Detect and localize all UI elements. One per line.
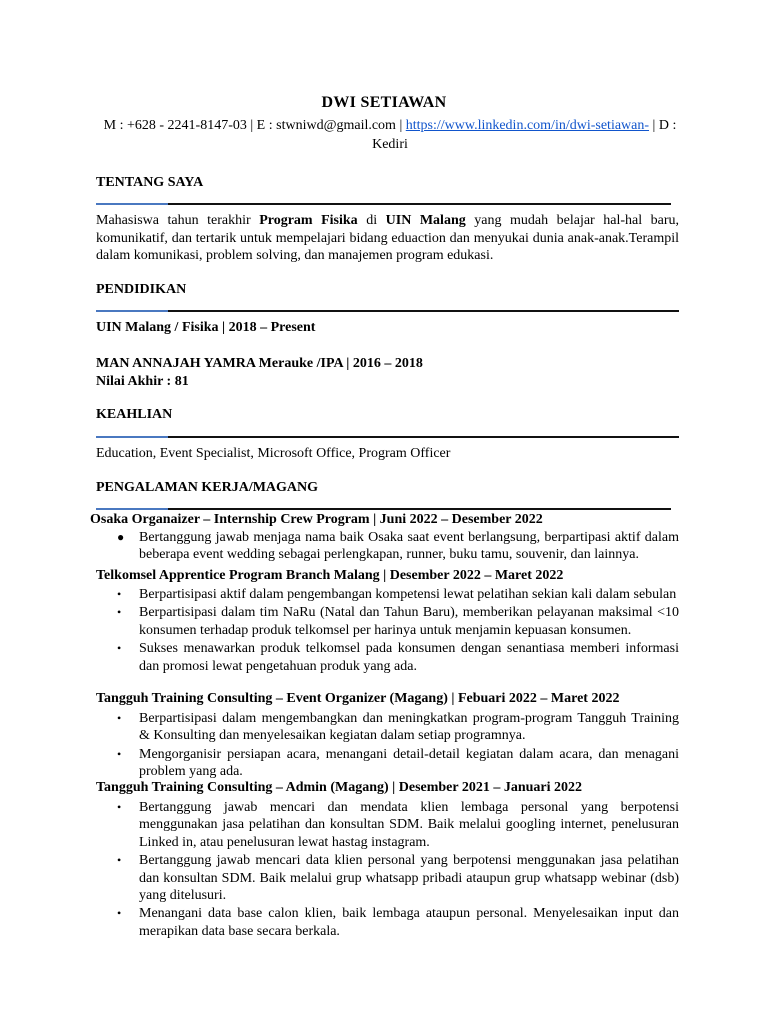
linkedin-link[interactable]: https://www.linkedin.com/in/dwi-setiawan- [405,118,650,133]
education-item-grade: Nilai Akhir : 81 [96,374,189,389]
list-item: • Berpartisipasi dalam tim NaRu (Natal dan Tahun Baru), memberikan pelayanan maksimal <10 konsumen terhadap produk telkomsel per harinya untuk menjamin kepuasan konsumen. [117,605,679,638]
skills-list: Education, Event Specialist, Microsoft Office, Program Officer [96,446,451,461]
list-item: • Bertanggung jawab mencari data klien personal yang berpotensi menggunakan jasa pelatihan dan konsultan SDM. Baik melalui grup whatsapp pribadi ataupun grup whatsapp webinar (dsb) yang ditelusuri. [117,853,679,904]
bullet-dot-icon: ● [117,530,125,544]
about-university: UIN Malang [385,213,466,228]
contact-phone-email: M : +628 - 2241-8147-03 | E : stwniwd@gmail.com | [103,118,406,133]
section-title-about: TENTANG SAYA [96,175,204,190]
list-item: • Bertanggung jawab mencari dan mendata klien lembaga personal yang berpotensi menggunakan jasa pelatihan dan konsultan SDM. Baik melalui googling internet, penelusuran Linked in, atau penelusuran lewat hastag instagram. [117,800,679,850]
education-item-school: MAN ANNAJAH YAMRA Merauke /IPA | 2016 – 2018 [96,356,423,371]
about-paragraph: Mahasiswa tahun terakhir Program Fisika di UIN Malang yang mudah belajar hal-hal baru, komunikatif, dan tertarik untuk mempelajari bidang eduaction dan menyukai dunia anak-anak.Terampil dalam komunikasi, problem solving, dan manajemen program edukasi. [96,213,680,263]
section-title-skills: KEAHLIAN [96,407,173,422]
education-item-university: UIN Malang / Fisika | 2018 – Present [96,320,316,335]
section-divider-skills [96,436,679,438]
bullet-dot-icon: • [117,641,122,656]
list-item: • Mengorganisir persiapan acara, menangani detail-detail kegiatan dalam acara, dan menagani problem yang ada. [117,746,679,780]
section-divider-experience [96,508,671,510]
section-title-education: PENDIDIKAN [96,282,187,297]
bullet-dot-icon: • [117,853,122,868]
contact-line [96,116,684,154]
bullet-dot-icon: • [117,800,122,814]
bullet-dot-icon: • [117,587,122,601]
candidate-name: DWI SETIAWAN [321,94,447,111]
bullet-dot-icon: • [117,605,122,620]
list-item: • Berpartisipasi dalam mengembangkan dan meningkatkan program-program Tangguh Training & Konsulting dan menyelesaikan kegiatan dalam setiap programnya. [117,711,679,744]
list-item: • Berpartisipasi aktif dalam pengembangan kompetensi lewat pelatihan sekian kali dalam sebulan [117,587,677,602]
contact-domicile: | D : Kediri [372,118,677,152]
section-divider-education [96,310,679,312]
job-points-telkomsel [96,586,679,676]
section-divider-about [96,203,671,205]
divider-accent [96,436,168,438]
job-title-telkomsel: Telkomsel Apprentice Program Branch Malang | Desember 2022 – Maret 2022 [96,568,564,583]
divider-accent [96,203,168,205]
divider-accent [96,310,168,312]
job-points-osaka [96,529,679,565]
bullet-dot-icon: • [117,746,122,761]
job-title-tangguh-eo: Tangguh Training Consulting – Event Organizer (Magang) | Febuari 2022 – Maret 2022 [96,691,620,706]
job-title-osaka: Osaka Organaizer – Internship Crew Program | Juni 2022 – Desember 2022 [90,512,543,527]
section-title-experience: PENGALAMAN KERJA/MAGANG [96,480,319,495]
bullet-dot-icon: • [117,906,122,921]
list-item: ● Bertanggung jawab menjaga nama baik Osaka saat event berlangsung, berpartipasi aktif dalam beberapa event wedding sebagai perlengkapan, runner, buku tamu, souvenir, dan lainnya. [117,530,679,563]
job-title-tangguh-admin: Tangguh Training Consulting – Admin (Magang) | Desember 2021 – Januari 2022 [96,780,583,795]
divider-accent [96,508,168,510]
list-item: • Sukses menawarkan produk telkomsel pada konsumen dengan senantiasa memberi informasi dan promosi lewat pengetahuan produk yang ada. [117,641,679,674]
bullet-dot-icon: • [117,711,122,725]
about-major: Program Fisika [259,213,358,228]
job-points-tangguh-admin [96,799,679,941]
list-item: • Menangani data base calon klien, baik lembaga ataupun personal. Menyelesaikan input dan merapikan data base secara berkala. [117,906,679,939]
job-points-tangguh-eo [96,710,679,782]
